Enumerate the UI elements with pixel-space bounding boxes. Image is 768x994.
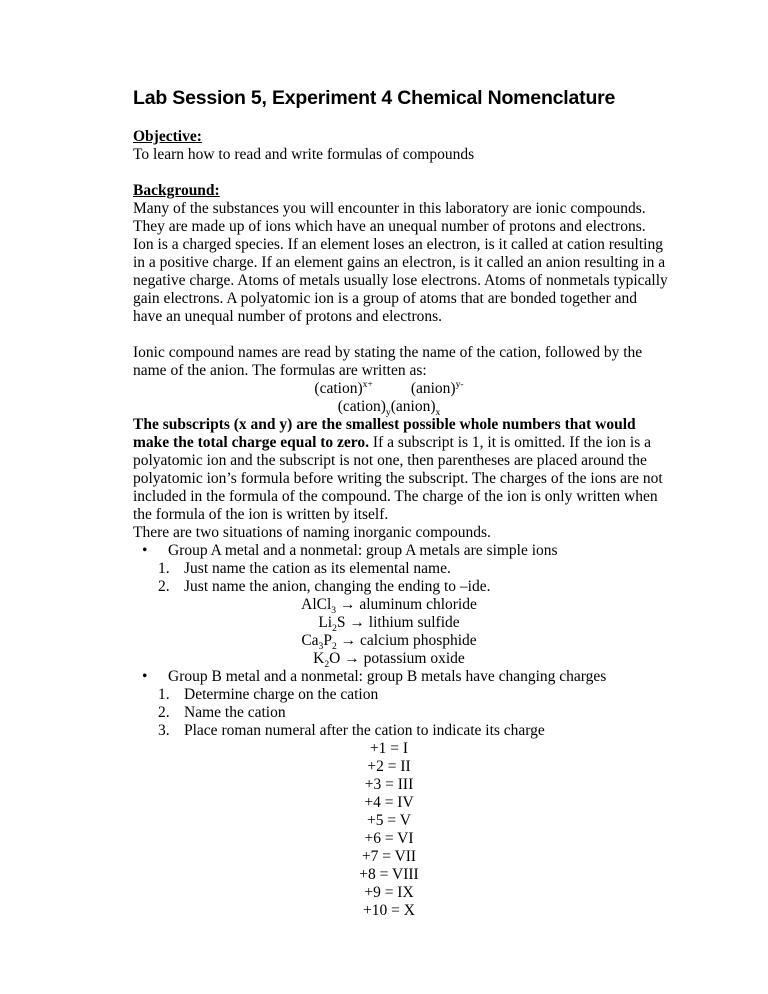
cation-charge: x+: [362, 378, 373, 390]
roman-numeral-row: +3 = III: [364, 776, 414, 793]
anion-term: (anion): [390, 398, 436, 415]
step-text: Just name the anion, changing the ending to –ide.: [184, 578, 491, 595]
bullet-icon: •: [142, 542, 148, 559]
group-b-list: [133, 668, 669, 686]
bullet-group-a: [133, 542, 669, 560]
group-a-list: [133, 542, 669, 560]
roman-numeral-row: +6 = VI: [364, 830, 414, 847]
bullet-group-b: [133, 668, 669, 686]
formula-element-1: Li: [318, 614, 333, 631]
formula-subscript-2: 3: [331, 605, 337, 617]
cation-term: (cation): [314, 380, 363, 397]
formula-element-1: Ca: [301, 632, 319, 649]
list-item: [133, 560, 669, 578]
formula-element-2: P: [323, 632, 332, 649]
formula-element-2: S: [336, 614, 346, 631]
group-b-heading: Group B metal and a nonmetal: group B metals have changing charges: [168, 668, 607, 685]
page-title: Lab Session 5, Experiment 4 Chemical Nomenclature: [133, 87, 616, 109]
step-number: 3.: [158, 722, 170, 739]
formula-element-1: Al: [301, 596, 317, 613]
roman-numeral-row: +10 = X: [363, 902, 415, 919]
spacer: [133, 326, 669, 344]
formula-example: [133, 632, 669, 653]
compound-name: potassium oxide: [363, 650, 465, 667]
roman-numeral-table: [133, 740, 669, 920]
objective-heading: Objective:: [133, 128, 202, 145]
group-b-steps: [133, 686, 669, 740]
formula-element-1: K: [313, 650, 325, 667]
background-heading: Background:: [133, 182, 220, 199]
step-text: Place roman numeral after the cation to indicate its charge: [184, 722, 545, 739]
formula-element-2: Cl: [316, 596, 332, 613]
formula-subscript-1: 2: [332, 623, 337, 635]
background-paragraph-2: Ionic compound names are read by stating the name of the cation, followed by the name of the anion. The formulas are written as:: [133, 344, 643, 379]
roman-numeral-row: +4 = IV: [364, 794, 414, 811]
arrow-icon: →: [349, 614, 365, 631]
roman-numeral-row: +2 = II: [367, 758, 411, 775]
background-paragraph-1: Many of the substances you will encounter in this laboratory are ionic compounds. They are made up of ions which have an unequal number of protons and electrons. Ion is a charged species. If an element loses an electron, is it called at cation resulting in a positive charge. If an element gains an electron, is it called an anion resulting in a negative charge. Atoms of metals usually lose electrons. Atoms of nonmetals typically gain electrons. A polyatomic ion is a group of atoms that are bonded together and have an unequal number of protons and electrons.: [133, 200, 668, 325]
step-text: Name the cation: [184, 704, 286, 721]
general-formula-subscripts: [133, 398, 669, 419]
formula-subscript-1: 2: [324, 659, 330, 671]
list-item: [133, 704, 669, 722]
subscript-rule-rest: If a subscript is 1, it is omitted. If the ion is a polyatomic ion and the subscript is not one, then parentheses are placed around the polyatomic ion’s formula before writing the subscript. The charges of the ions are not included in the formula of the compound. The charge of the ion is only written when the formula of the ion is written by itself.: [133, 434, 663, 523]
roman-numeral-row: +8 = VIII: [359, 866, 419, 883]
bullet-icon: •: [142, 668, 148, 685]
spacer: [133, 164, 669, 182]
anion-term: (anion): [410, 380, 456, 397]
step-text: Just name the cation as its elemental name.: [184, 560, 451, 577]
formula-example: [133, 596, 669, 617]
compound-name: aluminum chloride: [359, 596, 477, 613]
step-number: 1.: [158, 686, 170, 703]
formula-subscript-2: 2: [331, 641, 337, 653]
arrow-icon: →: [339, 596, 356, 613]
roman-numeral-row: +5 = V: [367, 812, 411, 829]
background-paragraph-4: There are two situations of naming inorganic compounds.: [133, 524, 491, 541]
spacer: [133, 110, 669, 128]
formula-example: [133, 650, 669, 671]
list-item: [133, 686, 669, 704]
arrow-icon: →: [340, 632, 357, 649]
step-number: 2.: [158, 704, 170, 721]
group-a-steps: [133, 560, 669, 596]
roman-numeral-row: +1 = I: [369, 740, 409, 757]
background-paragraph-3: [133, 416, 669, 524]
cation-subscript: y: [385, 407, 391, 419]
compound-name: lithium sulfide: [368, 614, 460, 631]
list-item: [133, 722, 669, 740]
cation-term: (cation): [337, 398, 386, 415]
objective-text: To learn how to read and write formulas of compounds: [133, 146, 475, 163]
step-number: 1.: [158, 560, 170, 577]
roman-numeral-row: +7 = VII: [361, 848, 417, 865]
general-formula-charges: [133, 380, 669, 398]
compound-name: calcium phosphide: [360, 632, 477, 649]
step-text: Determine charge on the cation: [184, 686, 379, 703]
arrow-icon: →: [344, 650, 360, 667]
group-a-examples: [133, 596, 669, 671]
formula-subscript-1: 3: [318, 641, 324, 653]
formula-example: [133, 614, 669, 635]
anion-charge: y-: [455, 378, 464, 390]
document-page: [133, 86, 669, 920]
anion-subscript: x: [435, 407, 441, 419]
formula-element-2: O: [329, 650, 341, 667]
roman-numeral-row: +9 = IX: [364, 884, 414, 901]
subscript-rule-bold: The subscripts (x and y) are the smallest possible whole numbers that would make the total charge equal to zero.: [133, 416, 636, 451]
group-a-heading: Group A metal and a nonmetal: group A metals are simple ions: [168, 542, 558, 559]
list-item: [133, 578, 669, 596]
step-number: 2.: [158, 578, 170, 595]
